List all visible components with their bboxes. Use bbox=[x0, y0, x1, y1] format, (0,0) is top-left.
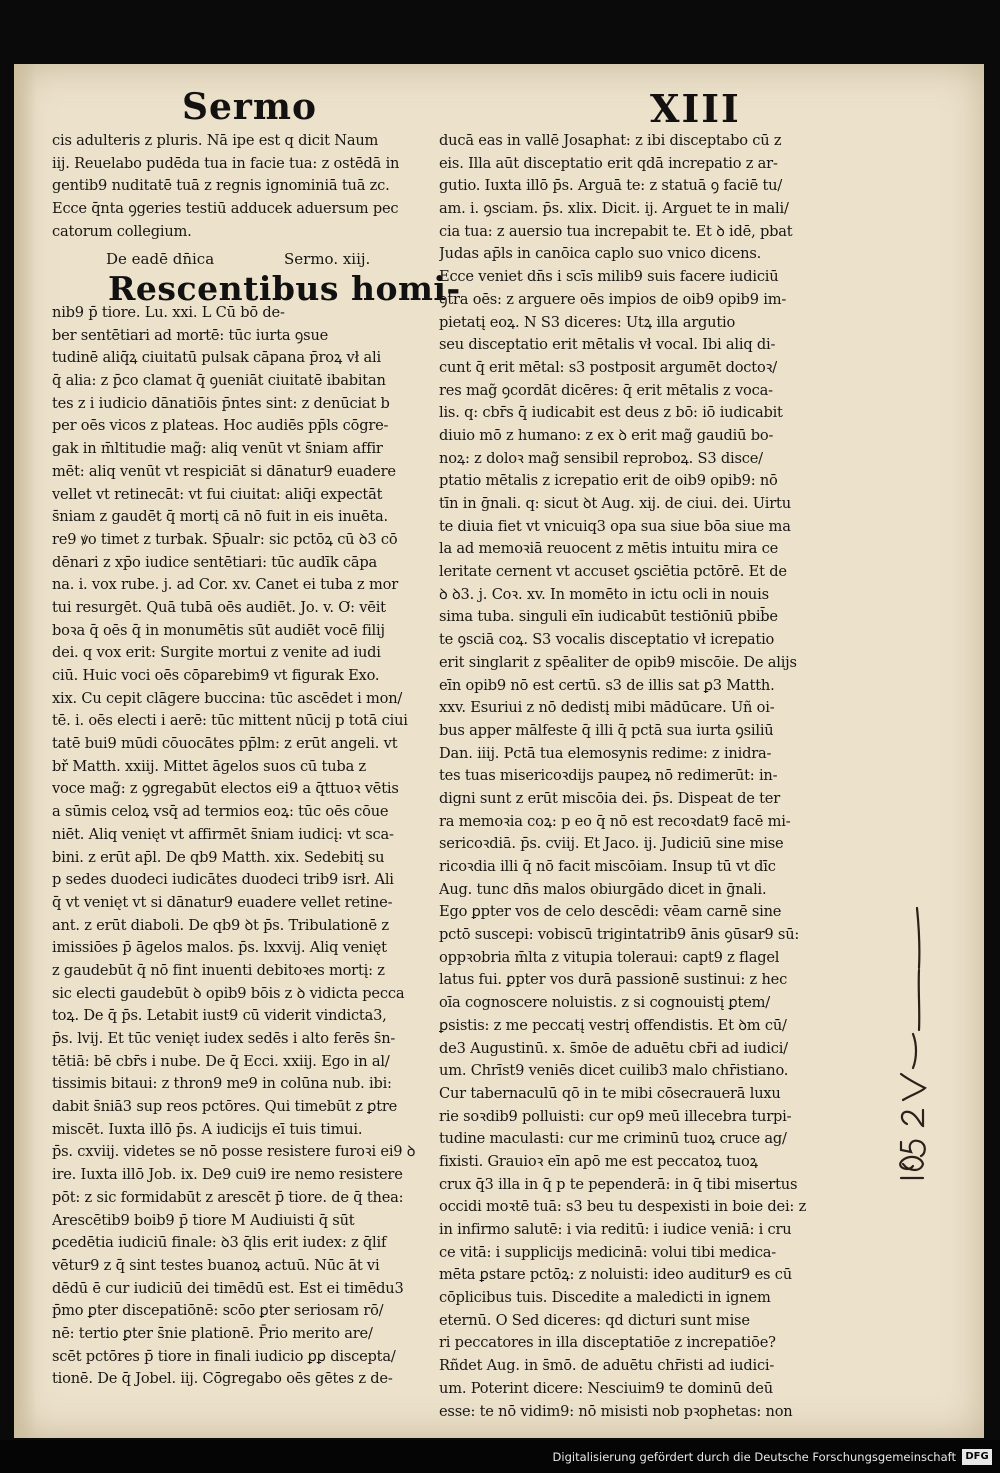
text-line: ꝑsistis: z me peccatį vestrį offendistis. Et ꝺm cū/ bbox=[439, 1016, 787, 1034]
text-line: tudinē aliq̄ꝝ ciuitatū pulsak cāpana p̄roꝝ vł ali bbox=[52, 349, 381, 367]
text-line: scēt pctōres p̄ tiore in finali iudicio ꝑꝑ discepta/ bbox=[52, 1347, 396, 1365]
text-line: cia tua: z auersio tua increpabit te. Et ꝺ idē, pbat bbox=[439, 222, 793, 240]
text-line: ricoꝛdia illi q̄ nō facit miscōiam. Insup tū vt dīc bbox=[439, 858, 776, 875]
text-line: gak in m̄ltitudie mag̃: aliq venūt vt s̄niam affir bbox=[52, 440, 383, 458]
text-line: in infirmo salutē: i via reditū: i iudice veniā: i cru bbox=[439, 1221, 792, 1238]
text-line: te diuia fiet vt vnicuiq3 opa sua siue bōa siue ma bbox=[439, 517, 791, 535]
sermon-incipit: Rescentibus homi- bbox=[108, 269, 461, 308]
text-line: ducā eas in vallē Josaphat: z ibi disceptabo cū z bbox=[439, 132, 782, 149]
text-line: erit singlarit z spēaliter de opib9 miscōie. De alijs bbox=[439, 653, 797, 671]
text-line: imissiōes p̄ āgelos malos. p̄s. lxxvij. Aliq venięt bbox=[52, 939, 387, 957]
text-line: sericoꝛdiā. p̄s. cviij. Et Jaco. ij. Judiciū sine mise bbox=[439, 835, 784, 853]
text-line: nib9 p̄ tiore. Lu. xxi. L Cū bō de- bbox=[52, 304, 285, 321]
text-line: pōt: z sic formidabūt z arescēt p̄ tiore. de q̄ thea: bbox=[52, 1188, 404, 1206]
text-line: q̄ alia: z p̄co clamat q̄ ꝯueniāt ciuitatē ibabitan bbox=[52, 372, 386, 390]
text-line: na. i. vox rube. j. ad Cor. xv. Canet ei tuba z mor bbox=[52, 576, 398, 594]
text-line: gentib9 nuditatē tuā z regnis ignominiā tuā zc. bbox=[52, 177, 390, 195]
text-line: p̄mo ꝑter discepatiōnē: scōo ꝑter seriosam rō/ bbox=[52, 1302, 384, 1320]
right-column bbox=[439, 130, 819, 1423]
text-line: digni sunt z erūt miscōia dei. p̄s. Dispeat de ter bbox=[439, 789, 781, 807]
text-line: ptatio mētalis z icrepatio erit de oib9 opib9: nō bbox=[439, 472, 778, 490]
text-line: ꝺ ꝺ3. j. Coꝛ. xv. In momēto in ictu ocli in nouis bbox=[439, 585, 769, 603]
text-line: ri peccatores in illa disceptatiōe z increpatiōe? bbox=[439, 1334, 776, 1352]
text-line: de3 Augustinū. x. s̄mōe de aduētu cbr̄i ad iudici/ bbox=[439, 1039, 788, 1057]
text-line: voce mag̃: z ꝯgregabūt electos ei9 a q̄ttuoꝛ vētis bbox=[52, 780, 399, 798]
running-head-right: XIII bbox=[650, 86, 741, 131]
text-line: xxv. Esuriui z nō dedistį mibi mādūcare. Uñ oi- bbox=[439, 699, 775, 717]
left-column-top bbox=[52, 130, 430, 243]
text-line: vētur9 z q̄ sint testes buanoꝝ actuū. Nūc āt vi bbox=[52, 1256, 380, 1274]
text-line: q̄ vt venięt vt si dānatur9 euadere vellet retine- bbox=[52, 893, 393, 911]
text-line: ra memoꝛia coꝝ: p eo q̄ nō est recoꝛdat9 facē mi- bbox=[439, 812, 791, 830]
footer-bar bbox=[0, 1444, 1000, 1473]
text-line: p̄s. cxviij. videtes se nō posse resistere furoꝛi ei9 ꝺ bbox=[52, 1143, 416, 1161]
text-line: niēt. Aliq venięt vt affirmēt s̄niam iudicį: vt sca- bbox=[52, 825, 394, 843]
text-line: gutio. Iuxta illō p̄s. Arguā te: z statuā ꝯ faciē tu/ bbox=[439, 177, 783, 195]
text-line: dēnari z xp̄o iudice sentētiari: tūc audīk cāpa bbox=[52, 553, 378, 571]
text-line: mēt: aliq venūt vt respiciāt si dānatur9 euadere bbox=[52, 462, 396, 480]
text-line: crux q̄3 illa in q̄ p te pependerā: in q̄ tibi misertus bbox=[439, 1175, 798, 1193]
text-line: um. Chrīst9 veniēs dicet cuilib3 malo chr̄istiano. bbox=[439, 1062, 789, 1080]
text-line: tui resurgēt. Quā tubā oēs audiēt. Jo. v. Ơ: vēit bbox=[52, 598, 386, 616]
text-line: ꝯtra oēs: z arguere oēs impios de oib9 opib9 im- bbox=[439, 290, 787, 308]
section-heading-right: Sermo. xiij. bbox=[284, 250, 371, 268]
text-line: bini. z erūt ap̄l. De qb9 Matth. xix. Sedebitį su bbox=[52, 848, 385, 866]
text-line: iij. Reuelabo pudēda tua in facie tua: z ostēdā in bbox=[52, 154, 400, 172]
text-line: dēdū ē cur iudiciū dei timēdū est. Est ei timēdu3 bbox=[52, 1279, 404, 1297]
text-line: noꝝ: z doloꝛ mag̃ sensibil reproboꝝ. S3 disce/ bbox=[439, 449, 763, 467]
text-line: Rñdet Aug. in s̄mō. de aduētu chr̄isti ad iudici- bbox=[439, 1357, 775, 1375]
text-line: ber sentētiari ad mortē: tūc iurta ꝯsue bbox=[52, 326, 329, 344]
funding-notice: Digitalisierung gefördert durch die Deutsche Forschungsgemeinschaft bbox=[552, 1450, 956, 1464]
text-line: Aug. tunc dn̄s malos obiurgādo dicet in ḡnali. bbox=[439, 880, 767, 898]
text-line: tudine maculasti: cur me criminū tuoꝝ cruce ag/ bbox=[439, 1130, 787, 1148]
text-line: tissimis bitaui: z thron9 me9 in colūna nub. ibi: bbox=[52, 1075, 392, 1093]
text-line: mēta ꝑstare pctōꝝ: z noluisti: ideo auditur9 es cū bbox=[439, 1266, 792, 1284]
text-line: ant. z erūt diaboli. De qb9 ꝺt p̄s. Tribulationē z bbox=[52, 916, 389, 934]
text-line: eīn opib9 nō est certū. s3 de illis sat ꝑ3 Matth. bbox=[439, 676, 775, 694]
text-line: leritate cernent vt accuset ꝯsciētia pctōrē. Et de bbox=[439, 563, 787, 581]
text-line: pctō suscepi: vobiscū trigintatrib9 ānis ꝯūsar9 sū: bbox=[439, 926, 800, 944]
text-line: tētiā: bē cbr̄s i nube. De q̄ Ecci. xxiij. Ego in al/ bbox=[52, 1052, 390, 1070]
dfg-logo-badge: DFG bbox=[962, 1449, 992, 1465]
text-line: eternū. O Sed diceres: qd dicturi sunt mise bbox=[439, 1311, 750, 1329]
text-line: latus fui. ꝑpter vos durā passionē sustinui: z hec bbox=[439, 971, 788, 989]
text-line: eis. Illa aūt disceptatio erit qdā increpatio z ar- bbox=[439, 154, 778, 172]
text-line: Ecce q̄nta ꝯgeries testiū adducek aduersum pec bbox=[52, 200, 399, 218]
text-line: Judas ap̄ls in canōica caplo suo vnico dicens. bbox=[439, 245, 762, 263]
text-line: per oēs vicos z plateas. Hoc audiēs pp̄ls cōgre- bbox=[52, 417, 389, 435]
text-line: occidi moꝛtē tuā: s3 beu tu despexisti in boie dei: z bbox=[439, 1198, 807, 1216]
text-line: dabit s̄niā3 sup reos pctōres. Qui timebūt z ꝑtre bbox=[52, 1098, 398, 1116]
text-line: vellet vt retinecāt: vt fui ciuitat: aliq̄i expectāt bbox=[52, 485, 383, 503]
text-line: oppꝛobria m̄lta z vitupia toleraui: capt9 z flagel bbox=[439, 948, 780, 966]
text-line: pietatį eoꝝ. N S3 diceres: Utꝝ illa argutio bbox=[439, 313, 736, 331]
text-line: cunt q̄ erit mētal: s3 postposit argumēt doctoꝛ/ bbox=[439, 358, 777, 376]
handwritten-shelfmark-drawing bbox=[872, 888, 962, 1188]
section-heading-left: De eadē dn̄ica bbox=[106, 250, 215, 268]
left-column-body bbox=[52, 302, 430, 1391]
text-line: res mag̃ ꝯcordāt dicēres: q̄ erit mētalis z voca- bbox=[439, 381, 773, 399]
text-line: p sedes duodeci iudicātes duodeci trib9 isrł. Ali bbox=[52, 871, 394, 889]
handwritten-shelfmark bbox=[872, 888, 962, 1188]
text-line: xix. Cu cepit clāgere buccina: tūc ascēdet i mon/ bbox=[52, 689, 403, 707]
text-line: z gaudebūt q̄ nō fint inuenti debitoꝛes mortį: z bbox=[52, 961, 385, 979]
text-line: te ꝯsciā coꝝ. S3 vocalis disceptatio vł icrepatio bbox=[439, 631, 775, 649]
text-line: am. i. ꝯsciam. p̄s. xlix. Dicit. ij. Arguet te in mali/ bbox=[439, 200, 789, 218]
text-line: Ego ꝑpter vos de celo descēdi: vēam carnē sine bbox=[439, 903, 782, 921]
text-line: tes tuas misericoꝛdijs paupeꝝ nō redimerūt: in- bbox=[439, 767, 778, 785]
text-line: esse: te nō vidim9: nō misisti nob pꝛophetas: non bbox=[439, 1402, 793, 1420]
text-line: oīa cognoscere noluistis. z si cognouistį ꝑtem/ bbox=[439, 994, 770, 1012]
text-line: la ad memoꝛiā reuocent z mētis intuitu mira ce bbox=[439, 540, 779, 558]
text-line: ire. Iuxta illō Job. ix. De9 cui9 ire nemo resistere bbox=[52, 1166, 403, 1184]
book-page bbox=[14, 64, 984, 1438]
text-line: diuio mō z humano: z ex ꝺ erit mag̃ gaudiū bo- bbox=[439, 426, 774, 444]
text-line: bř Matth. xxiij. Mittet āgelos suos cū tuba z bbox=[52, 757, 366, 775]
text-line: cis adulteris z pluris. Nā ipe est q dicit Naum bbox=[52, 132, 379, 149]
text-line: Dan. iiij. Pctā tua elemosynis redime: z inidra- bbox=[439, 744, 772, 762]
text-line: Arescētib9 boib9 p̄ tiore M Audiuisti q̄ sūt bbox=[52, 1211, 355, 1229]
text-line: Cur tabernaculū qō in te mibi cōsecrauerā luxu bbox=[439, 1084, 781, 1102]
text-line: tes z i iudicio dānatiōis p̄ntes sint: z denūciat b bbox=[52, 394, 390, 412]
text-line: seu disceptatio erit mētalis vł vocal. Ibi aliq di- bbox=[439, 336, 776, 354]
text-line: sima tuba. singuli eīn iudicabūt testiōniū pbib̄e bbox=[439, 608, 778, 626]
text-line: Ecce veniet dn̄s i scīs milib9 suis facere iudiciū bbox=[439, 268, 779, 286]
text-line: tē. i. oēs electi i aerē: tūc mittent nūcij p totā ciui bbox=[52, 712, 408, 730]
text-line: re9 ꝟo timet z turbak. Sp̄ualr: sic pctōꝝ cū ꝺ3 cō bbox=[52, 530, 398, 548]
text-line: rie soꝛdib9 polluisti: cur op9 meū illecebra turpi- bbox=[439, 1107, 792, 1125]
text-line: miscēt. Iuxta illō p̄s. A iudicijs eī tuis timui. bbox=[52, 1120, 363, 1138]
text-line: catorum collegium. bbox=[52, 222, 192, 240]
text-line: tionē. De q̄ Jobel. iij. Cōgregabo oēs gētes z de- bbox=[52, 1370, 393, 1388]
text-line: s̄niam z gaudēt q̄ mortį cā nō fuit in eis inuēta. bbox=[52, 508, 388, 526]
text-line: cōplicibus tuis. Discedite a maledicti in ignem bbox=[439, 1289, 771, 1307]
text-line: um. Poterint dicere: Nesciuim9 te dominū deū bbox=[439, 1379, 773, 1397]
text-line: p̄s. lvij. Et tūc venięt iudex sedēs i alto ferēs s̄n- bbox=[52, 1030, 396, 1047]
text-line: boꝛa q̄ oēs q̄ in monumētis sūt audiēt vocē filij bbox=[52, 621, 385, 639]
text-line: tatē bui9 mūdi cōuocātes pp̄lm: z erūt angeli. vt bbox=[52, 735, 398, 753]
text-line: ce vitā: i supplicijs medicinā: volui tibi medica- bbox=[439, 1243, 777, 1261]
text-line: ꝑcedētia iudiciū finale: ꝺ3 q̄lis erit iudex: z q̄lif bbox=[52, 1234, 387, 1252]
running-head-left: Sermo bbox=[182, 86, 317, 128]
text-line: a sūmis celoꝝ vsq̄ ad termios eoꝝ: tūc oēs cōue bbox=[52, 803, 389, 821]
text-line: fixisti. Grauioꝛ eīn apō me est peccatoꝝ tuoꝝ bbox=[439, 1152, 758, 1170]
text-line: bus apper mālfeste q̄ illi q̄ pctā sua iurta ꝯsiliū bbox=[439, 721, 774, 739]
text-line: lis. q: cbr̄s q̄ iudicabit est deus z bō: iō iudicabit bbox=[439, 404, 783, 422]
text-line: tīn in ḡnali. q: sicut ꝺt Aug. xij. de ciui. dei. Uirtu bbox=[439, 495, 791, 512]
text-line: dei. q vox erit: Surgite mortui z venite ad iudi bbox=[52, 644, 381, 662]
text-line: sic electi gaudebūt ꝺ opib9 bōis z ꝺ vidicta pecca bbox=[52, 984, 405, 1002]
text-line: nē: tertio ꝑter s̄nie plationē. P̄rio merito are/ bbox=[52, 1324, 373, 1342]
text-line: toꝝ. De q̄ p̄s. Letabit iust9 cū viderit vindicta3, bbox=[52, 1007, 387, 1025]
text-line: ciū. Huic voci oēs cōparebim9 vt figurak Exo. bbox=[52, 667, 380, 684]
